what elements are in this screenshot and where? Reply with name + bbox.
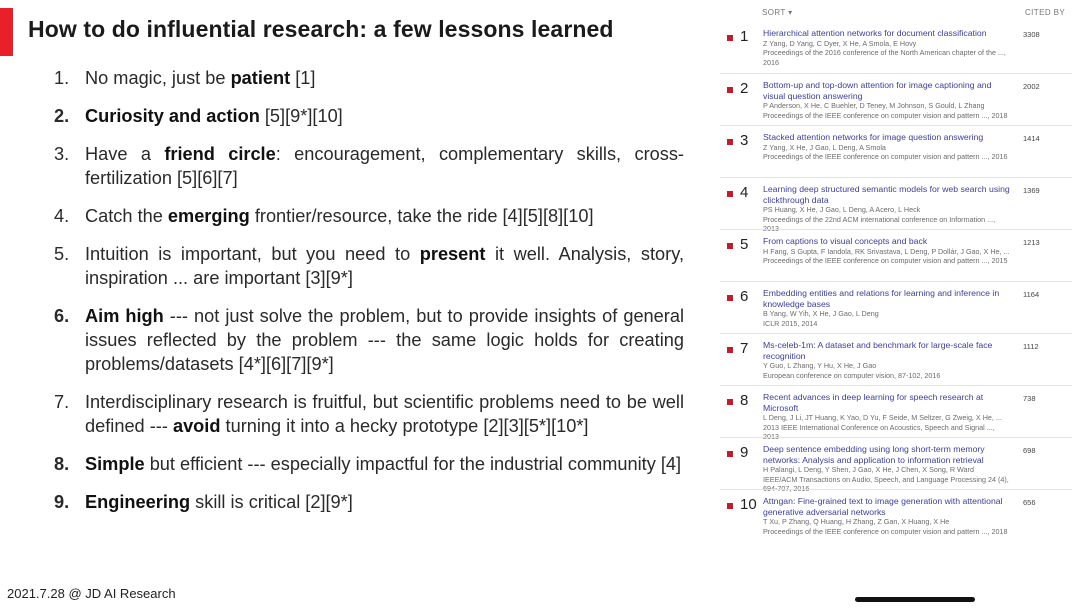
lesson-keyword: present bbox=[419, 244, 486, 264]
lesson-text-run: frontier/resource, take the ride [4][5][8][10] bbox=[249, 206, 594, 226]
lesson-keyword: Curiosity and action bbox=[85, 106, 260, 126]
lesson-keyword: Engineering bbox=[85, 492, 191, 512]
paper-title-link[interactable]: Recent advances in deep learning for speech research at Microsoft bbox=[763, 392, 984, 413]
paper-venue: IEEE/ACM Transactions on Audio, Speech, and Language Processing 24 (4), 694-707, 2016 bbox=[763, 474, 1009, 493]
lesson-text bbox=[85, 490, 684, 514]
lesson-keyword: patient bbox=[230, 68, 291, 88]
paper-row bbox=[720, 177, 1072, 233]
lesson-keyword: avoid bbox=[172, 416, 221, 436]
paper-authors: PS Huang, X He, J Gao, L Deng, A Acero, L Heck bbox=[763, 205, 921, 214]
lesson-number: 2. bbox=[54, 106, 70, 126]
citation-count-link[interactable]: 2002 bbox=[1023, 82, 1040, 91]
lesson-item bbox=[54, 204, 684, 228]
lesson-text bbox=[85, 452, 684, 476]
paper-authors: H Palangi, L Deng, Y Shen, J Gao, X He, J Chen, X Song, R Ward bbox=[763, 465, 974, 474]
paper-title-link[interactable]: From captions to visual concepts and back bbox=[763, 236, 928, 246]
lesson-item bbox=[54, 390, 684, 438]
paper-authors: B Yang, W Yih, X He, J Gao, L Deng bbox=[763, 309, 879, 318]
lesson-item bbox=[54, 66, 684, 90]
lesson-number: 6. bbox=[54, 306, 70, 326]
lesson-text-run: No magic, just be bbox=[85, 68, 231, 88]
paper-details bbox=[763, 444, 1011, 494]
citation-count-link[interactable]: 1164 bbox=[1023, 290, 1040, 299]
highlight-marker-icon bbox=[727, 295, 733, 301]
scholar-citations-panel bbox=[720, 0, 1072, 608]
lesson-text bbox=[85, 242, 684, 290]
papers-list bbox=[720, 22, 1072, 541]
paper-row bbox=[720, 333, 1072, 385]
citation-count-link[interactable]: 656 bbox=[1023, 498, 1036, 507]
lesson-text bbox=[85, 390, 684, 438]
paper-details bbox=[763, 288, 1011, 328]
paper-row bbox=[720, 281, 1072, 333]
paper-venue: Proceedings of the IEEE conference on computer vision and pattern ..., 2015 bbox=[763, 256, 1008, 265]
highlight-marker-icon bbox=[727, 451, 733, 457]
lessons-list bbox=[54, 66, 684, 528]
highlight-marker-icon bbox=[727, 347, 733, 353]
paper-row bbox=[720, 229, 1072, 281]
lesson-text-run: skill is critical [2][9*] bbox=[190, 492, 353, 512]
lesson-text bbox=[85, 66, 684, 90]
citation-count-link[interactable]: 1369 bbox=[1023, 186, 1040, 195]
lesson-text-run: [1] bbox=[290, 68, 316, 88]
lesson-text bbox=[85, 304, 684, 376]
lesson-text-run: : encouragement, complementary skills, cross-fertilization [5][6][7] bbox=[85, 144, 684, 188]
title-accent-bar bbox=[0, 8, 13, 56]
paper-details bbox=[763, 80, 1011, 120]
lesson-number: 7. bbox=[54, 392, 70, 412]
lesson-number: 3. bbox=[54, 144, 70, 164]
lesson-item bbox=[54, 452, 684, 476]
paper-row bbox=[720, 385, 1072, 441]
paper-details bbox=[763, 340, 1011, 380]
paper-rank: 9 bbox=[740, 444, 749, 461]
lesson-item bbox=[54, 490, 684, 514]
paper-details bbox=[763, 132, 1011, 162]
citation-count-link[interactable]: 1414 bbox=[1023, 134, 1040, 143]
lesson-text-run: Have a bbox=[85, 144, 165, 164]
highlight-marker-icon bbox=[727, 503, 733, 509]
paper-venue: European conference on computer vision, 87-102, 2016 bbox=[763, 370, 941, 380]
paper-title-link[interactable]: Ms-celeb-1m: A dataset and benchmark for large-scale face recognition bbox=[763, 340, 993, 361]
slide-footer: 2021.7.28 @ JD AI Research bbox=[7, 586, 176, 601]
lesson-item bbox=[54, 142, 684, 190]
paper-details bbox=[763, 496, 1011, 536]
paper-venue: Proceedings of the 22nd ACM international conference on Information ..., 2013 bbox=[763, 214, 996, 233]
paper-title-link[interactable]: Attngan: Fine-grained text to image generation with attentional generative adversarial networks bbox=[763, 496, 1003, 517]
paper-rank: 10 bbox=[740, 496, 757, 513]
paper-row bbox=[720, 73, 1072, 125]
highlight-marker-icon bbox=[727, 191, 733, 197]
paper-row bbox=[720, 489, 1072, 541]
paper-title-link[interactable]: Bottom-up and top-down attention for image captioning and visual question answering bbox=[763, 80, 992, 101]
lesson-text-run: Intuition is important, but you need to bbox=[85, 244, 420, 264]
citation-count-link[interactable]: 1213 bbox=[1023, 238, 1040, 247]
paper-details bbox=[763, 236, 1011, 266]
paper-rank: 1 bbox=[740, 28, 749, 45]
lesson-text bbox=[85, 104, 684, 128]
citation-count-link[interactable]: 698 bbox=[1023, 446, 1036, 455]
paper-rank: 7 bbox=[740, 340, 749, 357]
lesson-text bbox=[85, 204, 684, 228]
paper-rank: 4 bbox=[740, 184, 749, 201]
lesson-keyword: Aim high bbox=[85, 306, 164, 326]
lesson-text-run: Catch the bbox=[85, 206, 168, 226]
paper-details bbox=[763, 28, 1011, 67]
lesson-item bbox=[54, 104, 684, 128]
paper-title-link[interactable]: Deep sentence embedding using long short-term memory networks: Analysis and application to information retrieval bbox=[763, 444, 985, 465]
sort-button[interactable]: SORT ▾ bbox=[762, 8, 793, 17]
paper-venue: Proceedings of the IEEE conference on computer vision and pattern ..., 2016 bbox=[763, 152, 1008, 161]
paper-authors: Y Guo, L Zhang, Y Hu, X He, J Gao bbox=[763, 361, 877, 370]
lesson-text-run: Interdisciplinary research is fruitful, but scientific problems need to be well defined --- bbox=[85, 392, 684, 436]
highlight-marker-icon bbox=[727, 399, 733, 405]
paper-row bbox=[720, 22, 1072, 73]
slide-title: How to do influential research: a few lessons learned bbox=[28, 16, 614, 42]
lesson-keyword: friend circle bbox=[164, 144, 276, 164]
paper-venue: Proceedings of the 2016 conference of the North American chapter of the ..., 2016 bbox=[763, 48, 1006, 67]
paper-authors: T Xu, P Zhang, Q Huang, H Zhang, Z Gan, X Huang, X He bbox=[763, 517, 950, 526]
paper-title-link[interactable]: Stacked attention networks for image question answering bbox=[763, 132, 984, 142]
home-indicator bbox=[855, 597, 975, 602]
paper-row bbox=[720, 437, 1072, 493]
paper-details bbox=[763, 184, 1011, 234]
paper-venue: Proceedings of the IEEE conference on computer vision and pattern ..., 2018 bbox=[763, 110, 1008, 120]
cited-by-header[interactable]: CITED BY bbox=[1025, 8, 1066, 17]
paper-rank: 8 bbox=[740, 392, 749, 409]
lesson-number: 8. bbox=[54, 454, 70, 474]
highlight-marker-icon bbox=[727, 139, 733, 145]
paper-authors: Z Yang, X He, J Gao, L Deng, A Smola bbox=[763, 142, 886, 152]
paper-rank: 6 bbox=[740, 288, 749, 305]
lesson-number: 9. bbox=[54, 492, 70, 512]
highlight-marker-icon bbox=[727, 87, 733, 93]
paper-title-link[interactable]: Embedding entities and relations for learning and inference in knowledge bases bbox=[763, 288, 1000, 309]
paper-venue: 2013 IEEE International Conference on Acoustics, Speech and Signal ..., 2013 bbox=[763, 422, 995, 441]
citation-count-link[interactable]: 738 bbox=[1023, 394, 1036, 403]
paper-details bbox=[763, 392, 1011, 442]
paper-venue: Proceedings of the IEEE conference on computer vision and pattern ..., 2018 bbox=[763, 526, 1008, 536]
lesson-keyword: Simple bbox=[85, 454, 145, 474]
paper-authors: P Anderson, X He, C Buehler, D Teney, M Johnson, S Gould, L Zhang bbox=[763, 101, 985, 110]
paper-title-link[interactable]: Learning deep structured semantic models for web search using clickthrough data bbox=[763, 184, 1010, 205]
highlight-marker-icon bbox=[727, 35, 733, 41]
lesson-text-run: but efficient --- especially impactful for the industrial community [4] bbox=[144, 454, 682, 474]
paper-rank: 3 bbox=[740, 132, 749, 149]
paper-rank: 2 bbox=[740, 80, 749, 97]
paper-venue: ICLR 2015, 2014 bbox=[763, 318, 818, 328]
paper-authors: L Deng, J Li, JT Huang, K Yao, D Yu, F Seide, M Seltzer, G Zweig, X He, ... bbox=[763, 413, 1002, 422]
paper-authors: Z Yang, D Yang, C Dyer, X He, A Smola, E Hovy bbox=[763, 38, 917, 48]
paper-title-link[interactable]: Hierarchical attention networks for document classification bbox=[763, 28, 987, 38]
lesson-number: 1. bbox=[54, 68, 70, 88]
highlight-marker-icon bbox=[727, 243, 733, 249]
lesson-text bbox=[85, 142, 684, 190]
lesson-item bbox=[54, 242, 684, 290]
lesson-text-run: --- not just solve the problem, but to provide insights of general issues reflected by the problem --- the same logic holds for creating problems/datasets [4*][6][7][9*] bbox=[85, 306, 684, 374]
citation-count-link[interactable]: 1112 bbox=[1023, 342, 1039, 351]
paper-row bbox=[720, 125, 1072, 177]
lesson-keyword: emerging bbox=[167, 206, 250, 226]
citation-count-link[interactable]: 3308 bbox=[1023, 30, 1040, 39]
lesson-number: 5. bbox=[54, 244, 70, 264]
paper-rank: 5 bbox=[740, 236, 749, 253]
lesson-text-run: [5][9*][10] bbox=[259, 106, 343, 126]
lesson-item bbox=[54, 304, 684, 376]
lesson-text-run: it well. Analysis, story, inspiration ... are important [3][9*] bbox=[85, 244, 684, 288]
paper-authors: H Fang, S Gupta, F Iandola, RK Srivastava, L Deng, P Dollár, J Gao, X He, ... bbox=[763, 246, 1010, 256]
lesson-text-run: turning it into a hecky prototype [2][3][5*][10*] bbox=[220, 416, 589, 436]
lesson-number: 4. bbox=[54, 206, 70, 226]
